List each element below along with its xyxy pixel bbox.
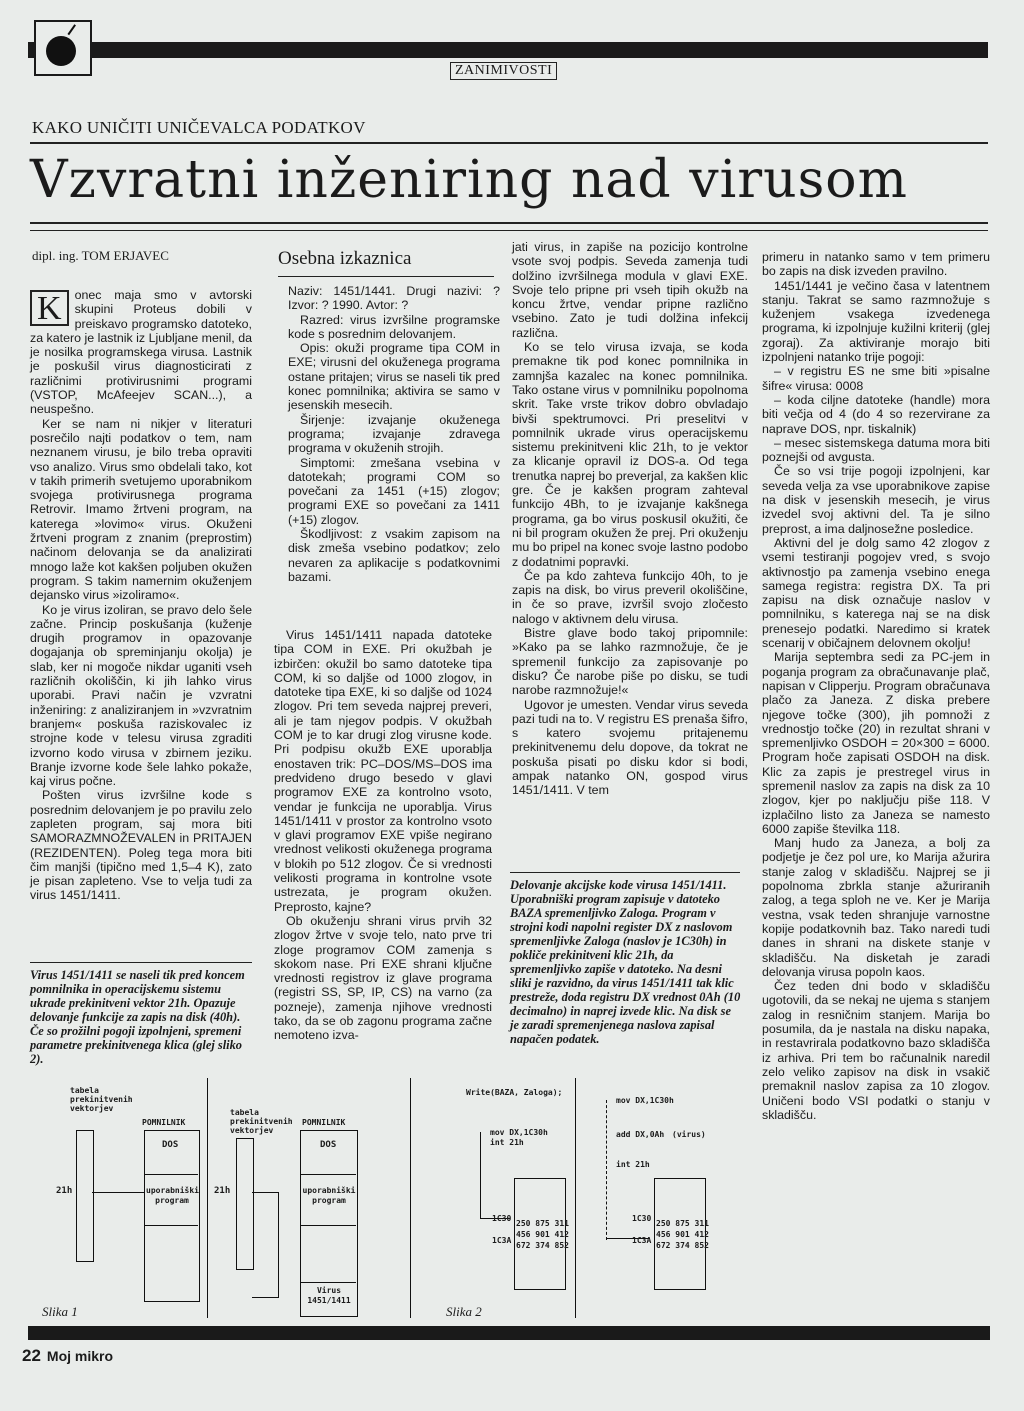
paragraph: Bistre glave bodo takoj pripomnile: »Kako pa se lahko razmnožuje, če je spremenil funkcijo za zapisovanje po disku? Če narobe piše po disku, se tudi narobe razmnožuje!« [512, 626, 748, 698]
kicker: KAKO UNIČITI UNIČEVALCA PODATKOV [32, 118, 366, 137]
figure-label: Slika 2 [446, 1304, 482, 1319]
paragraph: primeru in natanko samo v tem primeru bo zapis na disk izveden pravilno. [762, 250, 990, 279]
figure-label: Slika 1 [42, 1304, 78, 1319]
memory-label: POMNILNIK [302, 1118, 346, 1127]
address-label: 1C3A [492, 1236, 512, 1245]
paragraph: Če pa kdo zahteva funkcijo 40h, to je zapis na disk, bo virus preveril okoliščine, in če so prave, izvršil svojo zločesto nalogo v aktivnem delu virusa. [512, 568, 748, 626]
vector-table-label: tabela prekinitvenih vektorjev [230, 1108, 293, 1135]
divider [410, 1078, 411, 1318]
memory-cell: 456 901 412 [516, 1230, 569, 1239]
rule-thin [30, 230, 988, 231]
paragraph: Pošten virus izvršilne kode s posrednim delovanjem je po pravilu zelo zapleten program, saj mora biti SAMORAZMNOŽEVALEN in PRITAJEN (REZIDENTEN). Poleg tega mora biti čim manjši (tipično med 1,5–4 K), zato je pisan zapleteno. Vse to velja tudi za virus 1451/1411. [30, 788, 252, 903]
magazine-name: Moj mikro [46, 1348, 114, 1364]
address-label: 1C30 [632, 1214, 652, 1223]
int-label: 21h [214, 1186, 231, 1196]
memory-cells [516, 1218, 569, 1251]
paragraph: Opis: okuži programe tipa COM in EXE; virusni del okuženega programa ostane pritajen; virus se naseli tik pred konec pomnilnika; aktivira se samo v jesenskih mesecih. [288, 341, 500, 413]
user-program-label: uporabniški program [302, 1186, 356, 1205]
header-bar [28, 42, 988, 58]
divider [575, 1078, 576, 1318]
code-line: mov DX,1C30h [490, 1128, 548, 1137]
memory-cell: 250 875 311 [656, 1219, 709, 1228]
column-4 [762, 250, 990, 1122]
paragraph: Ker se nam ni nikjer v literaturi posrečilo najti podatkov o tem, nam neznanem virusu, je bilo treba opraviti vso analizo. Virus smo obdelali tako, kot v takih primerih svetujemo uporabnikom svojega protivirusnega programa Retrovir. Imamo žrtveni program, na katerega »lovimo« virus. Okuženi žrtveni program z znanim (preprostim) načinom delovanja se da analizirati mnogo laže kot kakšen poljuben okužen program. S takim namernim okuženjem dejansko virus »izoliramo«. [30, 416, 252, 603]
paragraph: Ob okuženju shrani virus prvih 32 zlogov žrtve v svoje telo, nato prve tri zloge programov COM zamenja s skokom nase. Pri EXE shrani ključne vrednosti registrov iz glave programa (registri SS, SP, IP, CS) na varno (za pozneje), zamenja njihove vrednosti tako, da se ob zagonu programa začne nemoteno izva- [274, 913, 492, 1043]
arrow [480, 1132, 481, 1218]
code-line: (virus) [672, 1130, 706, 1139]
paragraph: Naziv: 1451/1441. Drugi nazivi: ? Izvor: ? 1990. Avtor: ? [288, 284, 500, 313]
memory-label: POMNILNIK [142, 1118, 186, 1127]
vector-table-label: tabela prekinitvenih vektorjev [70, 1086, 133, 1113]
address-label: 1C3A [632, 1236, 652, 1245]
page-title: Vzvratni inženiring nad virusom [30, 150, 908, 210]
page-number: 22 [22, 1346, 41, 1365]
paragraph: Razred: virus izvršilne programske kode s posrednim delovanjem. [288, 312, 500, 341]
paragraph: – mesec sistemskega datuma mora biti poznejši od avgusta. [762, 435, 990, 465]
arrow [606, 1100, 608, 1240]
paragraph: jati virus, in zapiše na pozicijo kontrolne vsote svoj podpis. Seveda zamenja tudi dolžino izvršilnega modula v glavi EXE. Svoje telo pripne pri vseh tipih okužb na koncu žrtve, vendar pripne različno vsebino. Zato je tudi dolžina infekcij različna. [512, 240, 748, 340]
memory-cell: 456 901 412 [656, 1230, 709, 1239]
paragraph: Simptomi: zmešana vsebina v datotekah; programi COM so povečani za 1451 (+15) zlogov; programi EXE so povečani za 1411 (+15) zlogov. [288, 455, 500, 527]
bomb-icon [34, 20, 92, 76]
paragraph: Ko je virus izoliran, se pravo delo šele začne. Princip poskušanja (kuženje drugih programov in opazovanje dogajanja ob spreminjanju okolja) je slab, ker ni mogoče nikdar uganiti vseh različnih okoliščin, ki jih lahko virus uporabi. Pravi način je vzvratni inženiring: z analiziranjem in »vzvratnim branjem« poskuša raziskovalec iz strojne kode v telesu virusa zgraditi izvorno kodo virusa v zbirnem jeziku. Branje izvorne kode šele lahko pokaže, kaj virus počne. [30, 602, 252, 789]
paragraph: Širjenje: izvajanje okuženega programa; izvajanje zdravega programa v okuženih strojih. [288, 412, 500, 456]
dropcap: K [30, 290, 69, 326]
address-label: 1C30 [492, 1214, 512, 1223]
paragraph: Čez teden dni bodo v skladišču ugotovili, da se nekaj ne ujema s stanjem zalog in resničnim stanjem. Marija bo posumila, da je nastala na disku napaka, in restavrirala podatkovno bazo skladišča iz arhiva. Pri tem bo računalnik naredil zelo veliko zapisov na disk in vsakič premaknil naslov zapisa za 10 zlogov. Uničeni bodo VSI podatki o stanju v skladišču. [762, 979, 990, 1122]
vector-table [76, 1130, 94, 1262]
paragraph: Marija septembra sedi za PC-jem in poganja program za obračunavanje plač, napisan v Clipperju. Program obračunava plačo za Janeza. Z diska prebere njegove točke (300), jih pomnoži z vrednostjo točke (20) in rezultat shrani v spremenljivko OSDOH = 20×300 = 6000. Program hoče zapisati OSDOH na disk. Klic za zapis je prestregel virus in spremenil naslov za zapis na disk za 10 zlogov, kjer po naključju piše 118. V izplačilno listo za Janeza se namesto 6000 zapiše številka 118. [762, 650, 990, 836]
virus-label: Virus 1451/1411 [307, 1286, 351, 1305]
caption-rule [30, 962, 252, 963]
page-footer [22, 1346, 113, 1366]
paragraph: Če so vsi trije pogoji izpolnjeni, kar seveda velja za vse uporabnikove zapise na disk v jesenskih mesecih, je virus izvedel svoj aktivni del. Ta je silno preprost, a ima daljnosežne posledice. [762, 464, 990, 536]
paragraph: – v registru ES ne sme biti »pisalne šifre« virusa: 0008 [762, 364, 990, 393]
section-label: ZANIMIVOSTI [450, 62, 557, 80]
code-line: Write(BAZA, Zaloga); [466, 1088, 563, 1097]
code-line: mov DX,1C30h [616, 1096, 674, 1105]
paragraph: Ko se telo virusa izvaja, se koda premakne tik pod konec pomnilnika in zamnjša kazalec na konec pomnilnika. Tako ostane virus v pomnilniku popolnoma skrit. Take vrste trikov dobro obvladajo bivši spektrumovci. Pri preselitvi v pomnilnik ukrade virus operacijskemu sistemu prekinitveni klic 21h, to je vektor za klicanje opravil iz DOS-a. Od tega trenutka naprej bo preverjal, za kakšen klic gre. Če je kakšen program zahteval funkcijo 4Bh, to je izvajanje kakšnega programa, ga bo virus poskusil okužiti, če ni bil program okužen že prej. Pri okuženju mu bo pripel na konec svoje lastno podobo z dodatnimi popravki. [512, 340, 748, 569]
caption-2: Delovanje akcijske kode virusa 1451/1411. Uporabniški program zapisuje v datoteko BAZA spremenljivko Zaloga. Program v strojni kodi napolni register DX z naslovom spremenljivke Zaloga (naslov je 1C30h) in pokliče prekinitveni klic 21h, da spremenljivko zapiše v datoteko. Na desni sliki je razvidno, da virus 1451/1411 tak klic prestreže, doda registru DX vrednost 0Ah (10 decimalno) in naprej izvede klic. Na disk se je zaradi spremenjenega naslova zapisal napačen podatek. [510, 878, 741, 1046]
box-heading: Osebna izkaznica [278, 248, 494, 277]
caption-rule [510, 872, 740, 873]
int-label: 21h [56, 1186, 73, 1196]
memory-cell: 672 374 852 [656, 1241, 709, 1250]
code-line: int 21h [490, 1138, 524, 1147]
memory-cell: 672 374 852 [516, 1241, 569, 1250]
arrow [252, 1192, 279, 1298]
code-line: add DX,0Ah [616, 1130, 665, 1139]
figure-1 [30, 1078, 402, 1328]
paragraph: Virus 1451/1411 napada datoteke tipa COM in EXE. Pri okužbah je izbirčen: okužil bo samo datoteke tipa COM, ki so daljše od 1000 zlogov, in datoteke tipa EXE, ki so daljše od 1024 zlogov. Pri tem seveda najprej preveri, ali je tam njegov podpis. V okužbah COM je to kar drugi zlog virusne kode. Pri podpisu okužb EXE uporablja enostaven trik: PC–DOS/MS–DOS ima predvideno drugo besedo v glavi programov EXE za kontrolno vsoto, vendar je funkcija ne uporablja. Virus 1451/1411 v prostor za kontrolno vsoto v glavi programov EXE vpiše negirano vrednost velikosti okuženega programa v blokih po 512 zlogov. Če si vrednosti velikosti programa in kontrolne vsote ustrezata, je program okužen. Preprosto, kajne? [274, 628, 492, 914]
arrow [92, 1192, 144, 1193]
dos-label: DOS [320, 1140, 337, 1150]
divider [207, 1078, 208, 1318]
memory-cells [656, 1218, 709, 1251]
caption-1: Virus 1451/1411 se naseli tik pred koncem pomnilnika in operacijskemu sistemu ukrade prekinitveni vektor 21h. Opazuje delovanje funkcije za zapis na disk (40h). Če so prožilni pogoji izpolnjeni, spremeni parametre prekinitvenega klica (glej sliko 2). [30, 968, 245, 1066]
footer-bar [28, 1326, 990, 1340]
paragraph: 1451/1441 je večino časa v latentnem stanju. Takrat se samo razmnožuje s kuženjem vsakega izvedenega programa, ki izpolnjuje kužilni kriterij (glej zgoraj). Za aktiviranje morajo biti izpolnjeni natanko trije pogoji: [762, 278, 990, 365]
paragraph: – koda ciljne datoteke (handle) mora biti večja od 4 (do 4 so rezervirane za naprave DOS, npr. tiskalnik) [762, 392, 990, 436]
column-2 [274, 628, 492, 1043]
dos-label: DOS [162, 1140, 179, 1150]
paragraph: Ugovor je umesten. Vendar virus seveda pazi tudi na to. V registru ES prenaša šifro, s katero svojemu pritajenemu prekinitvenemu delu dopove, da tokrat ne poskuša pisati po disku kdor si bodi, ampak natanko ON, gospod virus 1451/1411. V tem [512, 697, 748, 798]
paragraph: onec maja smo v avtorski skupini Proteus dobili v preiskavo programsko datoteko, za katero je lastnik iz Ljubljane menil, da je nosilka programskega virusa. Lastnik je poskušil virus diagnosticirati z različnimi protivirusnimi programi (VSTOP, McAfeejev SCAN...), a neuspešno. [30, 288, 252, 417]
rule-bottom [30, 222, 988, 224]
code-line: int 21h [616, 1160, 650, 1169]
rule-top [30, 142, 988, 144]
paragraph: Manj hudo za Janeza, a bolj za podjetje je čez pol ure, ko Marija ažurira stanje zalog v skladišču. Najprej se ji popolnoma zbrkla stanje ažuriranih zalog, a tega sploh ne ve. Ker je Marija vestna, vsak teden shranjuje varnostne kopije podatkovnih baz. Tako naredi tudi danes in shrani na diskete stanje v skladišču. Na disketah je zaradi delovanja virusa popoln kaos. [762, 836, 990, 979]
memory-cell: 250 875 311 [516, 1219, 569, 1228]
figure-2 [410, 1078, 740, 1328]
id-box [288, 284, 500, 584]
byline: dipl. ing. TOM ERJAVEC [32, 248, 169, 263]
column-3 [512, 240, 748, 798]
paragraph: Aktivni del je dolg samo 42 zlogov z vsemi testiranji pogojev vred, s svojo aktivnostjo pa zamenja vsebino enega samega registra: registra DX. Ta pri zapisu na disk označuje naslov v pomnilniku, s katerega naj se na disk prenesejo podatki. Naredimo si kratek scenarij v običajnem delovnem okolju! [762, 535, 990, 651]
paragraph: Škodljivost: z vsakim zapisom na disk zmeša vsebino podatkov; zelo nevaren za aplikacije s podatkovnimi bazami. [288, 527, 500, 584]
column-1 [30, 288, 252, 903]
user-program-label: uporabniški program [146, 1186, 199, 1205]
